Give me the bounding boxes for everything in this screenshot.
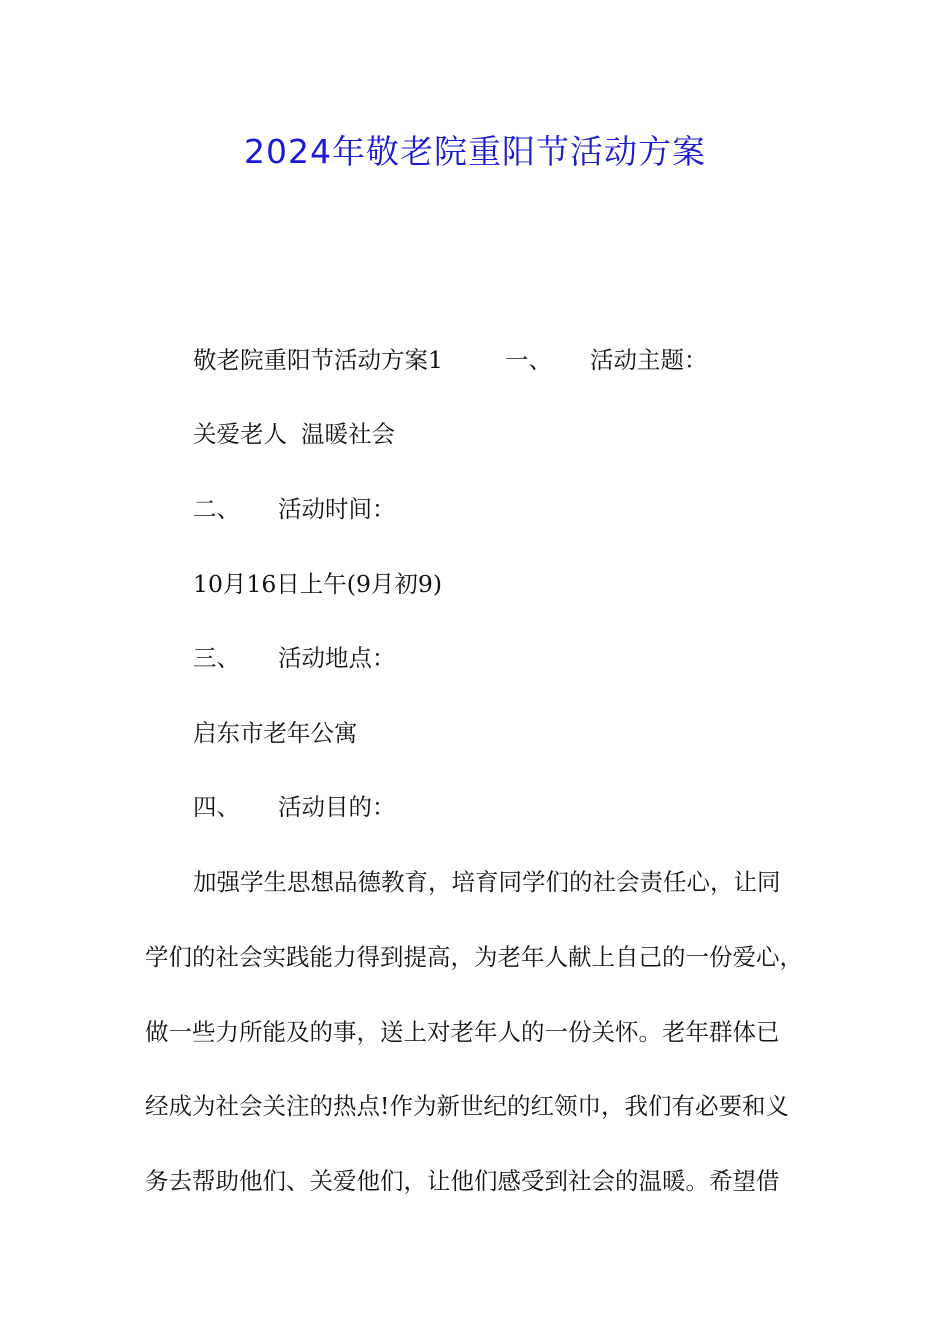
paragraph-line: 加强学生思想品德教育，培育同学们的社会责任心，让同	[193, 868, 781, 896]
theme-text-2: 温暖社会	[301, 420, 395, 448]
place-text: 启东市老年公寓	[193, 719, 358, 747]
section-number: 四、	[193, 793, 240, 821]
theme-line	[193, 417, 395, 451]
plan-subtitle: 敬老院重阳节活动方案1	[193, 346, 443, 374]
section-heading: 活动时间：	[278, 495, 396, 523]
section-heading: 活动目的：	[278, 793, 396, 821]
paragraph-line: 务去帮助他们、关爱他们，让他们感受到社会的温暖。希望借	[145, 1167, 780, 1195]
paragraph-line: 学们的社会实践能力得到提高，为老年人献上自己的一份爱心，	[145, 943, 803, 971]
section-heading: 活动地点：	[278, 644, 396, 672]
paragraph-line: 经成为社会关注的热点!作为新世纪的红领巾，我们有必要和义	[145, 1092, 789, 1120]
section-3-heading	[193, 641, 396, 675]
section-number: 一、	[504, 346, 552, 374]
intro-line	[193, 343, 707, 377]
section-2-heading	[193, 492, 396, 526]
section-number: 二、	[193, 495, 240, 523]
paragraph-line: 做一些力所能及的事，送上对老年人的一份关怀。老年群体已	[145, 1018, 780, 1046]
time-text: 10月16日上午(9月初9)	[193, 570, 443, 598]
section-number: 三、	[193, 644, 240, 672]
section-4-heading	[193, 790, 396, 824]
section-heading: 活动主题：	[589, 346, 708, 374]
theme-text-1: 关爱老人	[193, 420, 287, 448]
document-title: 2024年敬老院重阳节活动方案	[244, 132, 706, 171]
